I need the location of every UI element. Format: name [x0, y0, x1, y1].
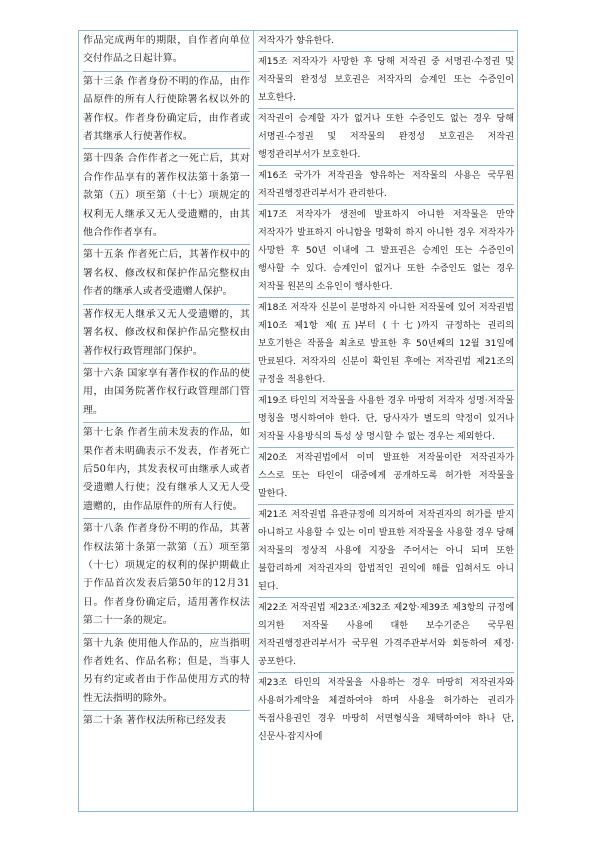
- chinese-paragraph: 第十六条 国家享有著作权的作品的使用，由国务院著作权行政管理部门管理。: [83, 364, 250, 423]
- korean-paragraph: 제19조 타인의 저작물을 사용한 경우 마땅히 저작자 성명·저작물 명칭을 명시하여야 한다. 단, 당사자가 별도의 약정이 있거나 저작물 사용방식의 특성 상 명시할 수 없는 경우는 제외한다.: [258, 391, 514, 448]
- chinese-paragraph: 第十五条 作者死亡后，其著作权中的署名权、修改权和保护作品完整权由作者的继承人或者受遗赠人保护。: [83, 245, 250, 304]
- korean-paragraph: 제22조 저작권법 제23조·제32조 제2항·제39조 제3항의 규정에 의거한 저작물 사용에 대한 보수기준은 국무원 저작권행정관리부서가 국무원 가격주관부서와 회동하여 제정·공포한다.: [258, 598, 514, 673]
- korean-paragraph: 제15조 저작자가 사망한 후 당해 저작권 중 서명권·수정권 및 저작물의 완정성 보호권은 저작자의 승계인 또는 수증인이 보호한다.: [258, 52, 514, 109]
- chinese-paragraph: 第十八条 作者身份不明的作品，其著作权法第十条第一款第（五）项至第（十七）项规定的权利的保护期截止于作品首次发表后第50年的12月31日。作者身份确定后，适用著作权法第二十一条的规定。: [83, 519, 250, 633]
- chinese-paragraph: 第十七条 作者生前未发表的作品，如果作者未明确表示不发表，作者死亡后50年内，其发表权可由继承人或者受遗赠人行使；没有继承人又无人受遗赠的，由作品原件的所有人行使。: [83, 423, 250, 519]
- bilingual-law-table: [78, 30, 518, 812]
- chinese-column: [79, 31, 254, 811]
- korean-paragraph: 제18조 저작자 신분이 분명하지 아니한 저작물에 있어 저작권법 제10조 제1항 제(五)부터 (十七)까지 규정하는 권리의 보호기한은 작품을 최초로 발표한 후 50년째의 12월 31일에 만료된다. 저작자의 신분이 확인된 후에는 저작권법 제21조의 규정을 적용한다.: [258, 298, 514, 391]
- korean-paragraph: 제20조 저작권법에서 이미 발표한 저작물이란 저작권자가 스스로 또는 타인이 대중에게 공개하도록 허가한 저작물을 말한다.: [258, 448, 514, 505]
- chinese-paragraph: 作品完成两年的期限，自作者向单位交付作品之日起计算。: [83, 31, 250, 72]
- chinese-paragraph: 第二十条 著作权法所称已经发表: [83, 715, 226, 727]
- korean-paragraph: 제16조 국가가 저작권을 향유하는 저작물의 사용은 국무원 저작권행정관리부서가 관리한다.: [258, 166, 514, 205]
- korean-paragraph: 제21조 저작권법 유관규정에 의거하여 저작권자의 허가를 받지 아니하고 사용할 수 있는 이미 발표한 저작물을 사용할 경우 당해 저작물의 정상적 사용에 지장을 주어서는 아니 되며 또한 불합리하게 저작권자의 합법적인 권익에 해를 입혀서도 아니 된다.: [258, 505, 514, 598]
- korean-paragraph: 저작권이 승계할 자가 없거나 또한 수증인도 없는 경우 당해 서명권·수정권 및 저작물의 완정성 보호권은 저작권 행정관리부서가 보호한다.: [258, 109, 514, 166]
- chinese-paragraph: 著作权无人继承又无人受遗赠的，其署名权、修改权和保护作品完整权由著作权行政管理部门保护。: [83, 305, 250, 364]
- chinese-paragraph: 第十四条 合作作者之一死亡后，其对合作作品享有的著作权法第十条第一款第（五）项至第（十七）项规定的权利无人继承又无人受遗赠的，由其他合作作者享有。: [83, 149, 250, 245]
- chinese-paragraph: 第十三条 作者身份不明的作品，由作品原件的所有人行使除署名权以外的著作权。作者身份确定后，由作者或者其继承人行使著作权。: [83, 72, 250, 150]
- korean-column: [254, 31, 517, 811]
- korean-paragraph: 제23조 타인의 저작물을 사용하는 경우 마땅히 저작권자와 사용허가계약을 체결하여야 하며 사용을 허가하는 권리가 독점사용권인 경우 마땅히 서면형식을 채택하여야 하나 단, 신문사·잡지사에: [258, 678, 514, 742]
- chinese-paragraph: 第十九条 使用他人作品的，应当指明作者姓名、作品名称；但是，当事人另有约定或者由于作品使用方式的特性无法指明的除外。: [83, 634, 250, 712]
- korean-paragraph: 저작자가 향유한다.: [258, 31, 514, 52]
- korean-paragraph: 제17조 저작자가 생전에 발표하지 아니한 저작물은 만약 저작자가 발표하지 아니함을 명확히 하지 아니한 경우 저작자가 사망한 후 50년 이내에 그 발표권은 승계인 또는 수증인이 행사할 수 있다. 승계인이 없거나 또한 수증인도 없는 경우 저작물 원본의 소유인이 행사한다.: [258, 205, 514, 298]
